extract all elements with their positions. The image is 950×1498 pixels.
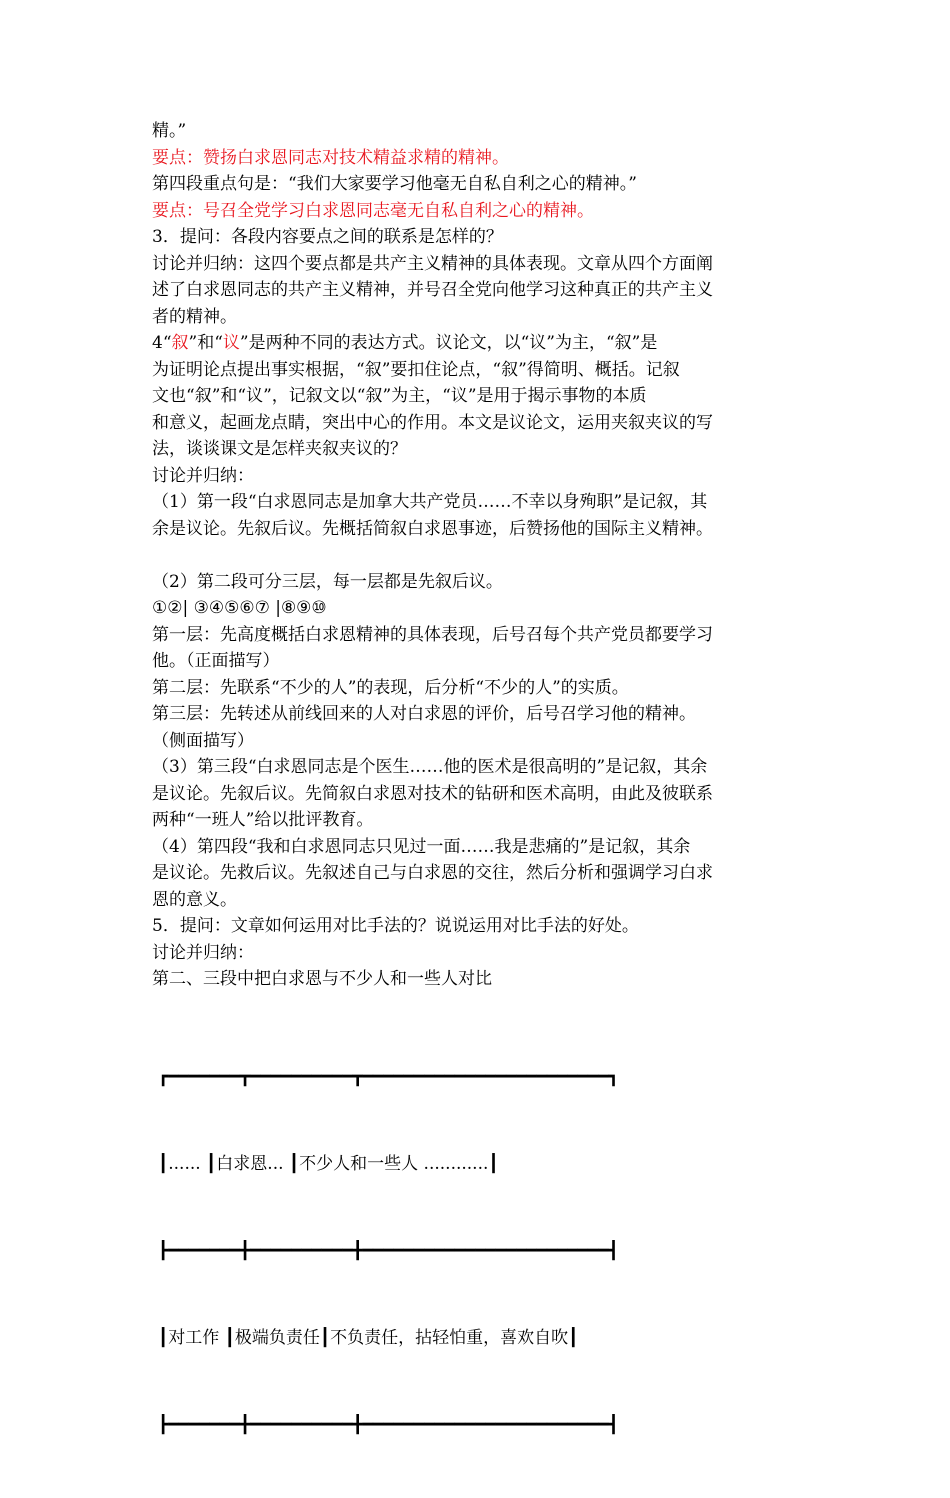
document-page bbox=[152, 118, 812, 1498]
table-row: ┃对工作 ┃极端负责任┃不负责任，拈轻怕重，喜欢自吹┃ bbox=[158, 1327, 579, 1348]
text-line: （侧面描写） bbox=[152, 730, 254, 751]
highlight-yi: 议 bbox=[222, 333, 240, 353]
text-line: （3）第三段“白求恩同志是个医生……他的医术是很高明的”是记叙，其余 bbox=[152, 757, 708, 777]
text-line: 第二层：先联系“不少的人”的表现，后分析“不少的人”的实质。 bbox=[152, 677, 629, 698]
table-row: ┃...... ┃白求恩... ┃不少人和一些人 ............┃ bbox=[158, 1153, 499, 1174]
text-line: 文也“叙”和“议”，记叙文以“叙”为主，“议”是用于揭示事物的本质 bbox=[152, 386, 647, 406]
text-line: 法，谈谈课文是怎样夹叙夹议的？ bbox=[152, 439, 407, 459]
highlight-xu: 叙 bbox=[171, 333, 189, 353]
text-line: 和意义，起画龙点睛，突出中心的作用。本文是议论文，运用夹叙夹议的写 bbox=[152, 412, 713, 433]
text-line: 是议论。先叙后议。先简叙白求恩对技术的钻研和医术高明，由此及彼联系 bbox=[152, 783, 713, 804]
text-line: 讨论并归纳： bbox=[152, 942, 254, 963]
table-border: ┣━━━━━━━╋━━━━━━━━━━╋━━━━━━━━━━━━━━━━━━━━━━━━┫ bbox=[158, 1240, 619, 1261]
key-point-line: 要点：赞扬白求恩同志对技术精益求精的精神。 bbox=[152, 147, 509, 168]
key-point-line: 要点：号召全党学习白求恩同志毫无自私自利之心的精神。 bbox=[152, 200, 594, 221]
text-line: 精。” bbox=[152, 121, 187, 141]
text-line: 两种“一班人”给以批评教育。 bbox=[152, 810, 374, 830]
comparison-table bbox=[158, 1005, 812, 1498]
text-fragment: ”是两种不同的表达方式。议论文，以“议”为主，“叙”是 bbox=[239, 333, 658, 353]
text-line: （2）第二段可分三层，每一层都是先叙后议。 bbox=[152, 571, 503, 592]
text-line: 他。（正面描写） bbox=[152, 651, 280, 671]
blank-line bbox=[152, 542, 812, 569]
text-line: 讨论并归纳： bbox=[152, 465, 254, 486]
text-line: 恩的意义。 bbox=[152, 889, 237, 910]
text-line: 是议论。先救后议。先叙述自己与白求恩的交往，然后分析和强调学习白求 bbox=[152, 863, 713, 883]
text-line: 第一层：先高度概括白求恩精神的具体表现，后号召每个共产党员都要学习 bbox=[152, 624, 713, 645]
text-line: 者的精神。 bbox=[152, 306, 237, 327]
text-fragment: ”和“ bbox=[188, 333, 223, 353]
text-line: 讨论并归纳：这四个要点都是共产主义精神的具体表现。文章从四个方面阐 bbox=[152, 253, 713, 274]
text-fragment: 4“ bbox=[152, 333, 172, 353]
text-line: 为证明论点提出事实根据，“叙”要扣住论点，“叙”得简明、概括。记叙 bbox=[152, 359, 680, 380]
question-line: 5．提问：文章如何运用对比手法的？说说运用对比手法的好处。 bbox=[152, 916, 639, 936]
text-line: （4）第四段“我和白求恩同志只见过一面……我是悲痛的”是记叙，其余 bbox=[152, 836, 691, 857]
text-line: （1）第一段“白求恩同志是加拿大共产党员……不幸以身殉职”是记叙，其 bbox=[152, 492, 708, 512]
text-line: 余是议论。先叙后议。先概括简叙白求恩事迹，后赞扬他的国际主义精神。 bbox=[152, 518, 713, 539]
text-line: 第三层：先转述从前线回来的人对白求恩的评价，后号召学习他的精神。 bbox=[152, 704, 696, 724]
text-line: 第二、三段中把白求恩与不少人和一些人对比 bbox=[152, 969, 492, 989]
text-line: ①②| ③④⑤⑥⑦ |⑧⑨⑩ bbox=[152, 598, 327, 618]
question-line: 3．提问：各段内容要点之间的联系是怎样的？ bbox=[152, 227, 503, 247]
table-border: ┏━━━━━━━┳━━━━━━━━━━┳━━━━━━━━━━━━━━━━━━━━━━━━┓ bbox=[158, 1066, 619, 1087]
table-border: ┣━━━━━━━╋━━━━━━━━━━╋━━━━━━━━━━━━━━━━━━━━━━━━┫ bbox=[158, 1414, 619, 1435]
text-line bbox=[152, 330, 812, 357]
text-line: 第四段重点句是：“我们大家要学习他毫无自私自利之心的精神。” bbox=[152, 174, 637, 194]
text-line: 述了白求恩同志的共产主义精神，并号召全党向他学习这种真正的共产主义 bbox=[152, 280, 713, 300]
